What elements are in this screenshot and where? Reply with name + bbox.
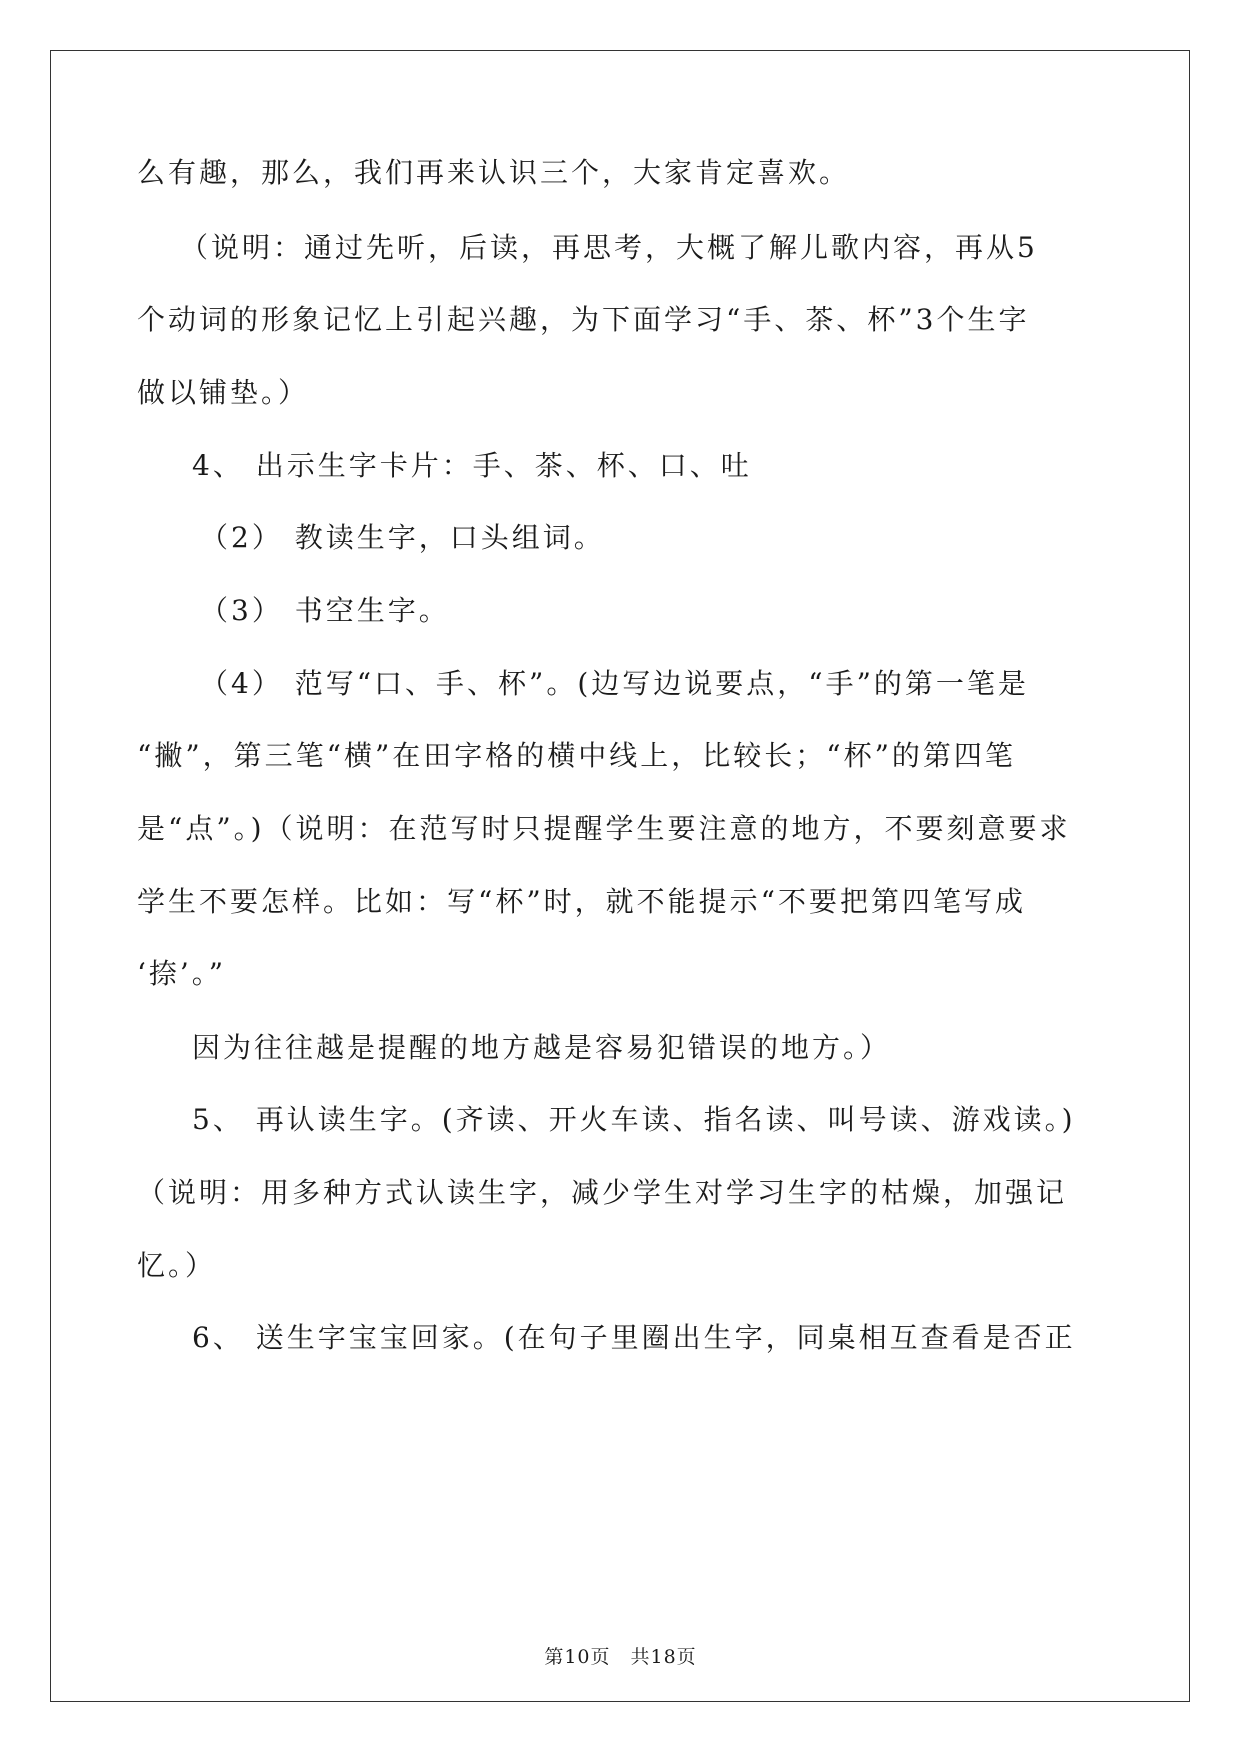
page-border [50, 50, 1190, 1702]
text-line: 么有趣，那么，我们再来认识三个，大家肯定喜欢。 [137, 156, 851, 189]
list-item: （2） 教读生字，口头组词。 [200, 521, 605, 554]
text-line: 忆。） [137, 1249, 217, 1282]
text-line: ‘捺’。” [137, 957, 227, 990]
text-line: 个动词的形象记忆上引起兴趣，为下面学习“手、茶、杯”3个生字 [137, 303, 1030, 336]
text-line: （说明：通过先听，后读，再思考，大概了解儿歌内容，再从5 [180, 231, 1038, 264]
list-item: （3） 书空生字。 [200, 594, 450, 627]
text-line: 是“点”。)（说明：在范写时只提醒学生要注意的地方，不要刻意要求 [137, 812, 1071, 845]
text-line: 学生不要怎样。比如：写“杯”时，就不能提示“不要把第四笔写成 [137, 885, 1026, 918]
text-line: 做以铺垫。） [137, 376, 310, 409]
text-line: （说明：用多种方式认读生字，减少学生对学习生字的枯燥，加强记 [137, 1176, 1068, 1209]
text-line: 因为往往越是提醒的地方越是容易犯错误的地方。） [192, 1031, 892, 1064]
list-item-heading: 5、 再认读生字。(齐读、开火车读、指名读、叫号读、游戏读。) [192, 1103, 1076, 1136]
text-line: “撇”，第三笔“横”在田字格的横中线上，比较长；“杯”的第四笔 [137, 739, 1016, 772]
page-number: 第10页 共18页 [544, 1646, 697, 1668]
list-item: （4） 范写“口、手、杯”。(边写边说要点，“手”的第一笔是 [200, 667, 1029, 700]
list-item-heading: 6、 送生字宝宝回家。(在句子里圈出生字，同桌相互查看是否正 [192, 1321, 1076, 1354]
list-item-heading: 4、 出示生字卡片：手、茶、杯、口、吐 [192, 449, 752, 482]
